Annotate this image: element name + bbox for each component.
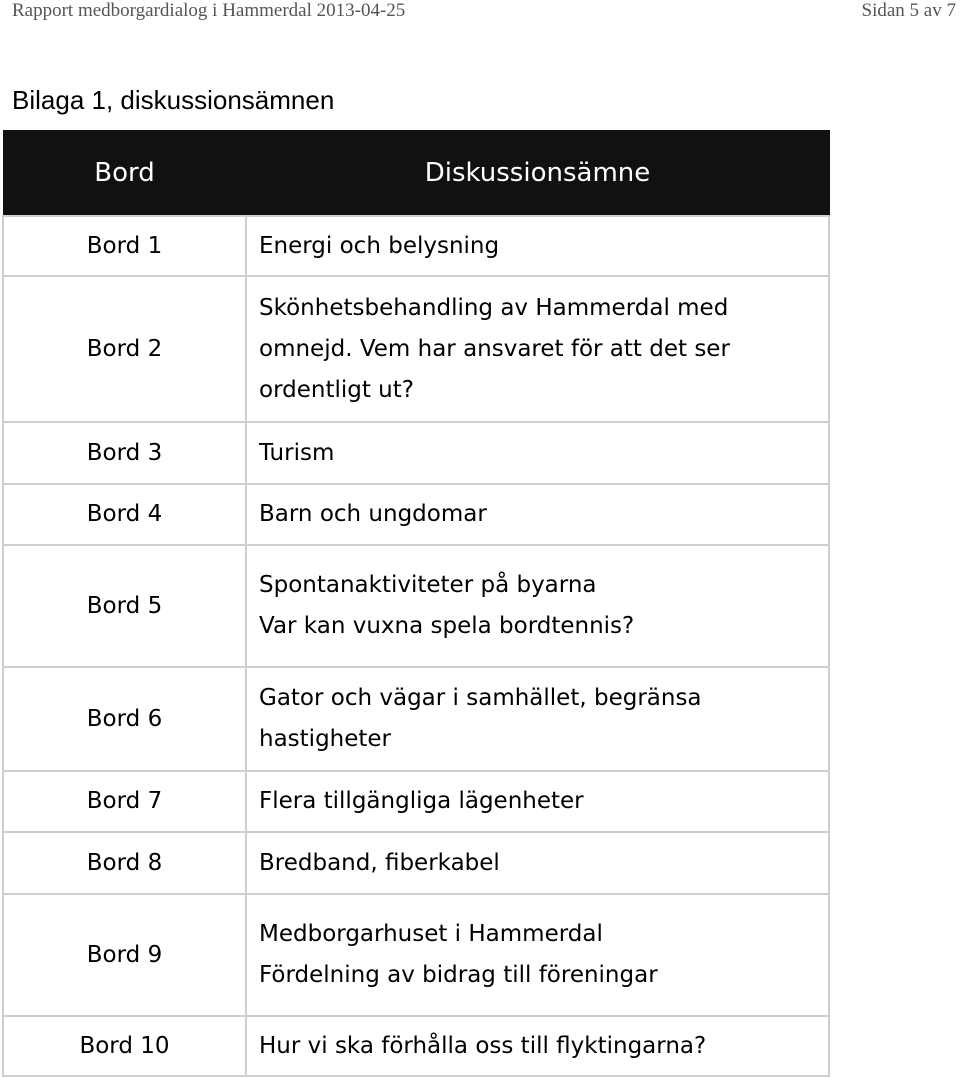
- topic-cell: [246, 545, 829, 667]
- topic-text: Barn och ungdomar: [259, 501, 487, 527]
- bord-cell: Bord 5: [3, 545, 246, 667]
- topic-cell: [246, 832, 829, 894]
- bord-cell: Bord 7: [3, 771, 246, 832]
- topic-text: Var kan vuxna spela bordtennis?: [259, 613, 635, 639]
- table-row: [3, 1016, 829, 1076]
- topic-text: Gator och vägar i samhället, begränsa: [259, 685, 702, 711]
- topic-cell: [246, 216, 829, 276]
- bord-cell: Bord 6: [3, 667, 246, 771]
- topic-text: Spontanaktiviteter på byarna: [259, 572, 597, 598]
- topic-text: Skönhetsbehandling av Hammerdal med: [259, 294, 729, 321]
- page-number: Sidan 5 av 7: [861, 0, 956, 21]
- topic-cell: [246, 276, 829, 422]
- topic-cell: [246, 771, 829, 832]
- bord-cell: Bord 10: [3, 1016, 246, 1076]
- table-row: [3, 894, 829, 1016]
- topic-text: Medborgarhuset i Hammerdal: [259, 921, 603, 947]
- topic-text: Turism: [259, 439, 335, 466]
- bord-cell: Bord 4: [3, 484, 246, 545]
- topic-text: Bredband, fiberkabel: [259, 849, 500, 876]
- topic-text: Energi och belysning: [259, 232, 500, 259]
- topic-text: ordentligt ut?: [259, 376, 414, 403]
- topic-text: Hur vi ska förhålla oss till flyktingarna?: [259, 1032, 707, 1059]
- topic-text: hastigheter: [259, 726, 392, 752]
- bord-cell: Bord 1: [3, 216, 246, 276]
- table-row: [3, 422, 829, 484]
- bord-cell: Bord 8: [3, 832, 246, 894]
- table-body: [3, 216, 829, 1076]
- table-row: [3, 667, 829, 771]
- table-row: [3, 216, 829, 276]
- page-header: [0, 0, 960, 24]
- topic-cell: [246, 422, 829, 484]
- table-row: [3, 484, 829, 545]
- bord-cell: Bord 2: [3, 276, 246, 422]
- bord-cell: Bord 9: [3, 894, 246, 1016]
- bord-cell: Bord 3: [3, 422, 246, 484]
- table-header-row: [3, 131, 829, 217]
- section-title: Bilaga 1, diskussionsämnen: [12, 85, 335, 115]
- topic-text: Flera tillgängliga lägenheter: [259, 788, 584, 814]
- table-row: [3, 832, 829, 894]
- topic-text: Fördelning av bidrag till föreningar: [259, 962, 658, 988]
- topic-text: omnejd. Vem har ansvaret för att det ser: [259, 335, 730, 362]
- topic-cell: [246, 484, 829, 545]
- topic-cell: [246, 894, 829, 1016]
- topic-cell: [246, 1016, 829, 1076]
- topic-cell: [246, 667, 829, 771]
- table-row: [3, 771, 829, 832]
- table-row: [3, 545, 829, 667]
- table-row: [3, 276, 829, 422]
- topics-table: [2, 130, 830, 1077]
- column-header-bord: Bord: [3, 131, 246, 217]
- column-header-diskussionsamne: Diskussionsämne: [246, 131, 829, 217]
- document-title: Rapport medborgardialog i Hammerdal 2013-04-25: [12, 0, 406, 21]
